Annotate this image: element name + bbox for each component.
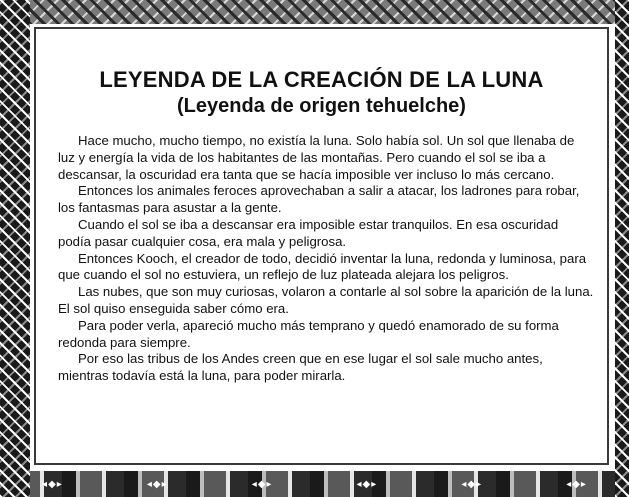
paragraph: Para poder verla, apareció mucho más temprano y quedó enamorado de su forma redonda para siempre. <box>58 317 559 350</box>
decorative-border-left <box>0 0 30 497</box>
text-panel <box>34 27 609 465</box>
decorative-border-right <box>615 0 629 497</box>
ornament-icon: ◂◆▸ <box>251 478 273 490</box>
ornament-icon: ◂◆▸ <box>356 478 378 490</box>
paragraph: Entonces Kooch, el creador de todo, decidió inventar la luna, redonda y luminosa, para que cuando el sol no estuviera, un reflejo de luz plateada alejara los peligros. <box>58 250 587 283</box>
paragraph: Entonces los animales feroces aprovechaban a salir a atacar, los ladrones para robar, los fantasmas para asustar a la gente. <box>58 183 580 216</box>
page-subtitle: (Leyenda de origen tehuelche) <box>177 95 466 117</box>
page-title: LEYENDA DE LA CREACIÓN DE LA LUNA <box>99 67 544 92</box>
decorative-border-bottom <box>0 471 629 497</box>
ornament-icon: ◂◆▸ <box>566 478 587 490</box>
paragraph: Por eso las tribus de los Andes creen que en ese lugar el sol sale mucho antes, mientras todavía está la luna, para poder mirarla. <box>58 351 543 384</box>
paragraph: Las nubes, que son muy curiosas, volaron a contarle al sol sobre la aparición de la luna. El sol quiso enseguida saber cómo era. <box>58 284 594 316</box>
border-ornaments <box>0 477 629 491</box>
ornament-icon: ◂◆▸ <box>461 478 483 490</box>
paragraph: Cuando el sol se iba a descansar era imposible estar tranquilos. En esa oscuridad podía pasar cualquier cosa, era mala y peligrosa. <box>58 216 559 249</box>
ornament-icon: ◂◆▸ <box>146 478 168 490</box>
legend-body <box>58 133 594 385</box>
ornament-icon: ◂◆▸ <box>42 478 63 490</box>
decorative-border-top <box>0 0 629 24</box>
paragraph: Hace mucho, mucho tiempo, no existía la luna. Solo había sol. Un sol que llenaba de luz y energía la vida de los habitantes de las montañas. Pero cuando el sol se iba a descansar, la oscuridad era tanta que se hacía imposible ver incluso lo más cercano. <box>58 133 575 182</box>
